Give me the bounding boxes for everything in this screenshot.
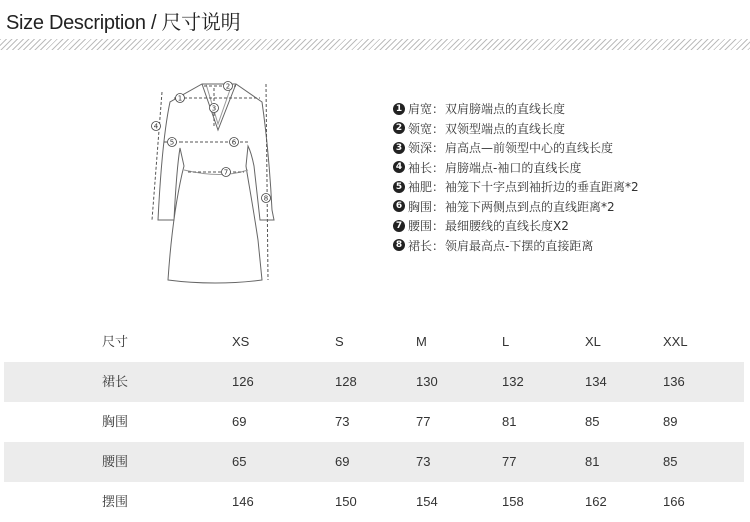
legend-item-desc: 肩膀端点-袖口的直线长度 (445, 160, 582, 175)
diagram-marker-2 (224, 82, 233, 91)
table-row (4, 402, 744, 442)
diagram-marker-6 (230, 138, 239, 147)
legend-number-badge: 4 (393, 161, 405, 173)
table-cell: 85 (663, 454, 678, 469)
legend-item-name: 肩宽 (408, 102, 433, 117)
legend-separator: ： (432, 141, 445, 156)
legend-item-name: 胸围 (408, 199, 433, 214)
table-cell: 166 (663, 494, 685, 509)
diagram-marker-8 (262, 194, 271, 203)
table-header-cell: XL (585, 334, 601, 349)
legend-item-name: 领深 (408, 141, 433, 156)
table-cell: 130 (416, 374, 438, 389)
table-cell: 134 (585, 374, 607, 389)
legend-item-desc: 领肩最高点-下摆的直接距离 (445, 238, 594, 253)
table-cell: 85 (585, 414, 600, 429)
table-row (4, 362, 744, 402)
table-cell: 69 (335, 454, 350, 469)
legend-number-badge: 7 (393, 220, 405, 232)
legend-separator: ： (432, 180, 445, 195)
table-cell: 154 (416, 494, 438, 509)
table-row (4, 482, 744, 522)
legend-item-desc: 袖笼下十字点到袖折边的垂直距离*2 (445, 180, 639, 195)
table-row-label: 腰围 (102, 454, 129, 469)
legend-item-name: 腰围 (408, 219, 433, 234)
legend-item-name: 袖长 (408, 160, 433, 175)
legend-number-badge: 8 (393, 239, 405, 251)
legend-number-badge: 3 (393, 142, 405, 154)
svg-text:3: 3 (211, 104, 217, 113)
legend-item (393, 177, 639, 197)
legend-number-badge: 2 (393, 122, 405, 134)
table-cell: 136 (663, 374, 685, 389)
svg-text:6: 6 (231, 138, 237, 147)
svg-text:4: 4 (153, 122, 159, 131)
table-cell: 162 (585, 494, 607, 509)
table-cell: 146 (232, 494, 254, 509)
legend-item-desc: 双肩膀端点的直线长度 (445, 102, 566, 117)
legend-item (393, 216, 639, 236)
svg-text:7: 7 (223, 168, 229, 177)
svg-text:2: 2 (225, 82, 231, 91)
table-cell: 158 (502, 494, 524, 509)
legend-item-desc: 双领型端点的直线长度 (445, 121, 566, 136)
table-header-cell: S (335, 334, 344, 349)
legend-item-name: 领宽 (408, 121, 433, 136)
legend-number-badge: 6 (393, 200, 405, 212)
dress-diagram (140, 70, 290, 290)
table-cell: 77 (416, 414, 431, 429)
diagram-marker-7 (222, 168, 231, 177)
page-title: Size Description / 尺寸说明 (6, 12, 241, 34)
legend-number-badge: 5 (393, 181, 405, 193)
legend-item (393, 119, 639, 139)
table-cell: 81 (585, 454, 600, 469)
legend-separator: ： (432, 238, 445, 253)
table-row (4, 442, 744, 482)
table-cell: 132 (502, 374, 524, 389)
legend-item (393, 236, 639, 256)
legend-item-name: 袖肥 (408, 180, 433, 195)
table-row-label: 胸围 (102, 414, 129, 429)
legend-item-desc: 最细腰线的直线长度X2 (445, 219, 569, 234)
table-cell: 73 (335, 414, 350, 429)
table-header-cell: 尺寸 (102, 334, 129, 349)
legend-item-desc: 袖笼下两侧点到点的直线距离*2 (445, 199, 615, 214)
diagram-marker-5 (168, 138, 177, 147)
svg-text:1: 1 (177, 94, 183, 103)
dress-outline (158, 84, 274, 283)
svg-text:8: 8 (263, 194, 269, 203)
table-cell: 73 (416, 454, 431, 469)
table-row-label: 裙长 (102, 374, 129, 389)
legend-separator: ： (432, 219, 445, 234)
legend-separator: ： (432, 160, 445, 175)
table-cell: 81 (502, 414, 517, 429)
hatched-divider (0, 39, 750, 50)
table-header-row (4, 322, 744, 362)
table-header-cell: M (416, 334, 427, 349)
table-cell: 128 (335, 374, 357, 389)
table-header-cell: XS (232, 334, 250, 349)
table-cell: 150 (335, 494, 357, 509)
legend-separator: ： (432, 102, 445, 117)
measurement-legend (393, 99, 639, 255)
legend-number-badge: 1 (393, 103, 405, 115)
legend-separator: ： (432, 121, 445, 136)
table-header-cell: L (502, 334, 510, 349)
table-header-cell: XXL (663, 334, 688, 349)
diagram-marker-1 (176, 94, 185, 103)
diagram-marker-4 (152, 122, 161, 131)
table-cell: 89 (663, 414, 678, 429)
table-cell: 126 (232, 374, 254, 389)
legend-item-name: 裙长 (408, 238, 433, 253)
table-row-label: 摆围 (102, 494, 129, 509)
diagram-marker-3 (210, 104, 219, 113)
size-table (0, 322, 750, 522)
legend-item-desc: 肩高点—前领型中心的直线长度 (445, 141, 614, 156)
table-cell: 65 (232, 454, 247, 469)
legend-item (393, 197, 639, 217)
legend-item (393, 158, 639, 178)
table-cell: 69 (232, 414, 247, 429)
table-cell: 77 (502, 454, 517, 469)
legend-item (393, 99, 639, 119)
legend-item (393, 138, 639, 158)
legend-separator: ： (432, 199, 445, 214)
svg-text:5: 5 (169, 138, 175, 147)
neckline (202, 84, 236, 130)
